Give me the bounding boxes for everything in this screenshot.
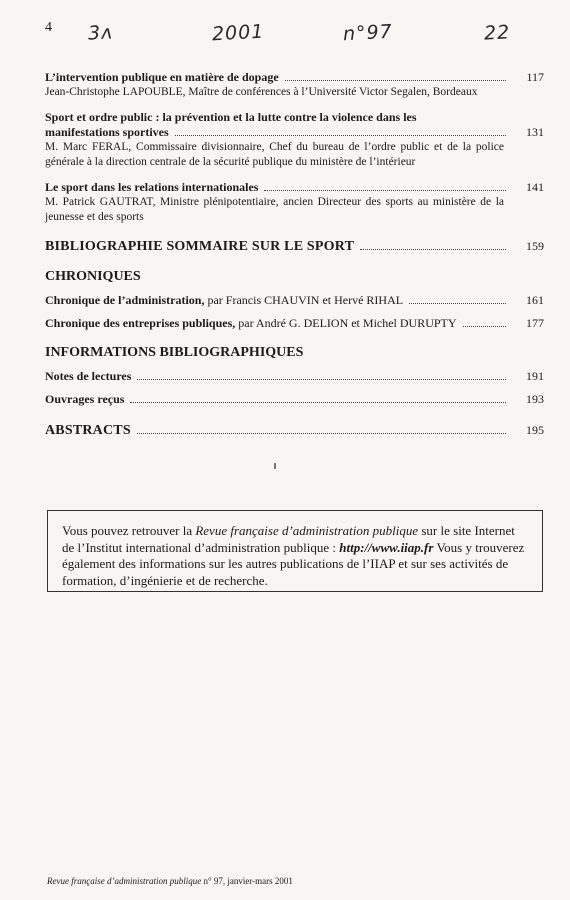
- section-heading-chroniques: CHRONIQUES: [45, 269, 141, 284]
- page-footer: [47, 876, 293, 886]
- toc-entry-author: par André G. DELION et Michel DURUPTY: [238, 316, 457, 330]
- toc-entry[interactable]: [45, 369, 544, 384]
- notice-box: [47, 510, 543, 592]
- toc-entry-author: M. Marc FERAL, Commissaire divisionnaire, Chef du bureau de l’ordre public et de la police générale à la direction centrale de la sécurité publique du ministère de l’intérieur: [45, 141, 504, 168]
- leader-dots: [175, 135, 506, 136]
- toc-entry[interactable]: [45, 110, 544, 170]
- toc-entry-title: Chronique de l’administration,: [45, 293, 205, 307]
- leader-dots: [360, 249, 506, 250]
- handwritten-note-1: 3ʌ: [87, 21, 114, 45]
- handwritten-note-4: 22: [483, 21, 511, 45]
- toc-entry-page: 131: [526, 125, 544, 139]
- toc-entry-title: L’intervention publique en matière de dopage: [45, 70, 279, 84]
- toc-entry-author: M. Patrick GAUTRAT, Ministre plénipotentiaire, ancien Directeur des sports au ministère de la jeunesse et des sports: [45, 196, 504, 223]
- toc-entry-title: Ouvrages reçus: [45, 392, 125, 406]
- notice-text-1: Vous pouvez retrouver la: [62, 523, 193, 538]
- leader-dots: [137, 379, 506, 380]
- leader-dots: [463, 326, 506, 327]
- notice-url-link[interactable]: http://www.iiap.fr: [339, 539, 434, 555]
- notice-text-3: Vous y trouverez également des informations sur les autres publications de l’IIAP et sur ses activités de formation, d’ingénierie et de recherche.: [62, 539, 525, 588]
- section-page: 159: [526, 239, 544, 253]
- toc-entry-title: Notes de lectures: [45, 369, 132, 383]
- toc-entry-page: 193: [526, 392, 544, 406]
- section-page: 195: [526, 423, 544, 437]
- toc-entry[interactable]: [45, 392, 544, 407]
- toc-entry-page: 117: [526, 70, 544, 84]
- leader-dots: [285, 80, 506, 81]
- handwritten-note-3: n°97: [342, 20, 394, 46]
- scan-mark: [274, 463, 276, 469]
- footer-journal: Revue française d’administration publique: [47, 876, 202, 886]
- footer-issue: n° 97, janvier-mars 2001: [203, 876, 293, 886]
- handwritten-note-2: 2001: [211, 20, 265, 46]
- notice-text-2: sur le site Internet de l’Institut international d’administration publique :: [62, 523, 515, 555]
- leader-dots: [137, 433, 506, 434]
- notice-journal-name: Revue française d’administration publique: [195, 523, 419, 538]
- toc-section-abstracts[interactable]: [45, 423, 544, 439]
- toc-entry-page: 141: [526, 180, 544, 194]
- toc-entry[interactable]: [45, 70, 544, 100]
- toc-entry-page: 161: [526, 293, 544, 307]
- section-title: BIBLIOGRAPHIE SOMMAIRE SUR LE SPORT: [45, 239, 355, 254]
- section-title: ABSTRACTS: [45, 423, 131, 438]
- table-of-contents: [45, 70, 544, 451]
- page-number: 4: [45, 20, 52, 35]
- toc-entry-title: Chronique des entreprises publiques,: [45, 316, 236, 330]
- leader-dots: [264, 190, 506, 191]
- toc-entry-author: par Francis CHAUVIN et Hervé RIHAL: [207, 293, 404, 307]
- toc-entry-title: Le sport dans les relations internationales: [45, 180, 259, 194]
- toc-section-bibliographie[interactable]: [45, 239, 544, 255]
- toc-entry-author: Jean-Christophe LAPOUBLE, Maître de conférences à l’Université Victor Segalen, Bordeaux: [45, 86, 478, 98]
- section-heading-informations: INFORMATIONS BIBLIOGRAPHIQUES: [45, 345, 304, 360]
- toc-entry-page: 177: [526, 316, 544, 330]
- toc-entry[interactable]: [45, 180, 544, 225]
- toc-entry-page: 191: [526, 369, 544, 383]
- toc-entry[interactable]: [45, 293, 544, 308]
- toc-entry-title: Sport et ordre public : la prévention et la lutte contre la violence dans les: [45, 110, 417, 124]
- toc-entry-title-cont: manifestations sportives: [45, 125, 169, 139]
- toc-entry[interactable]: [45, 316, 544, 331]
- leader-dots: [130, 402, 506, 403]
- leader-dots: [409, 303, 506, 304]
